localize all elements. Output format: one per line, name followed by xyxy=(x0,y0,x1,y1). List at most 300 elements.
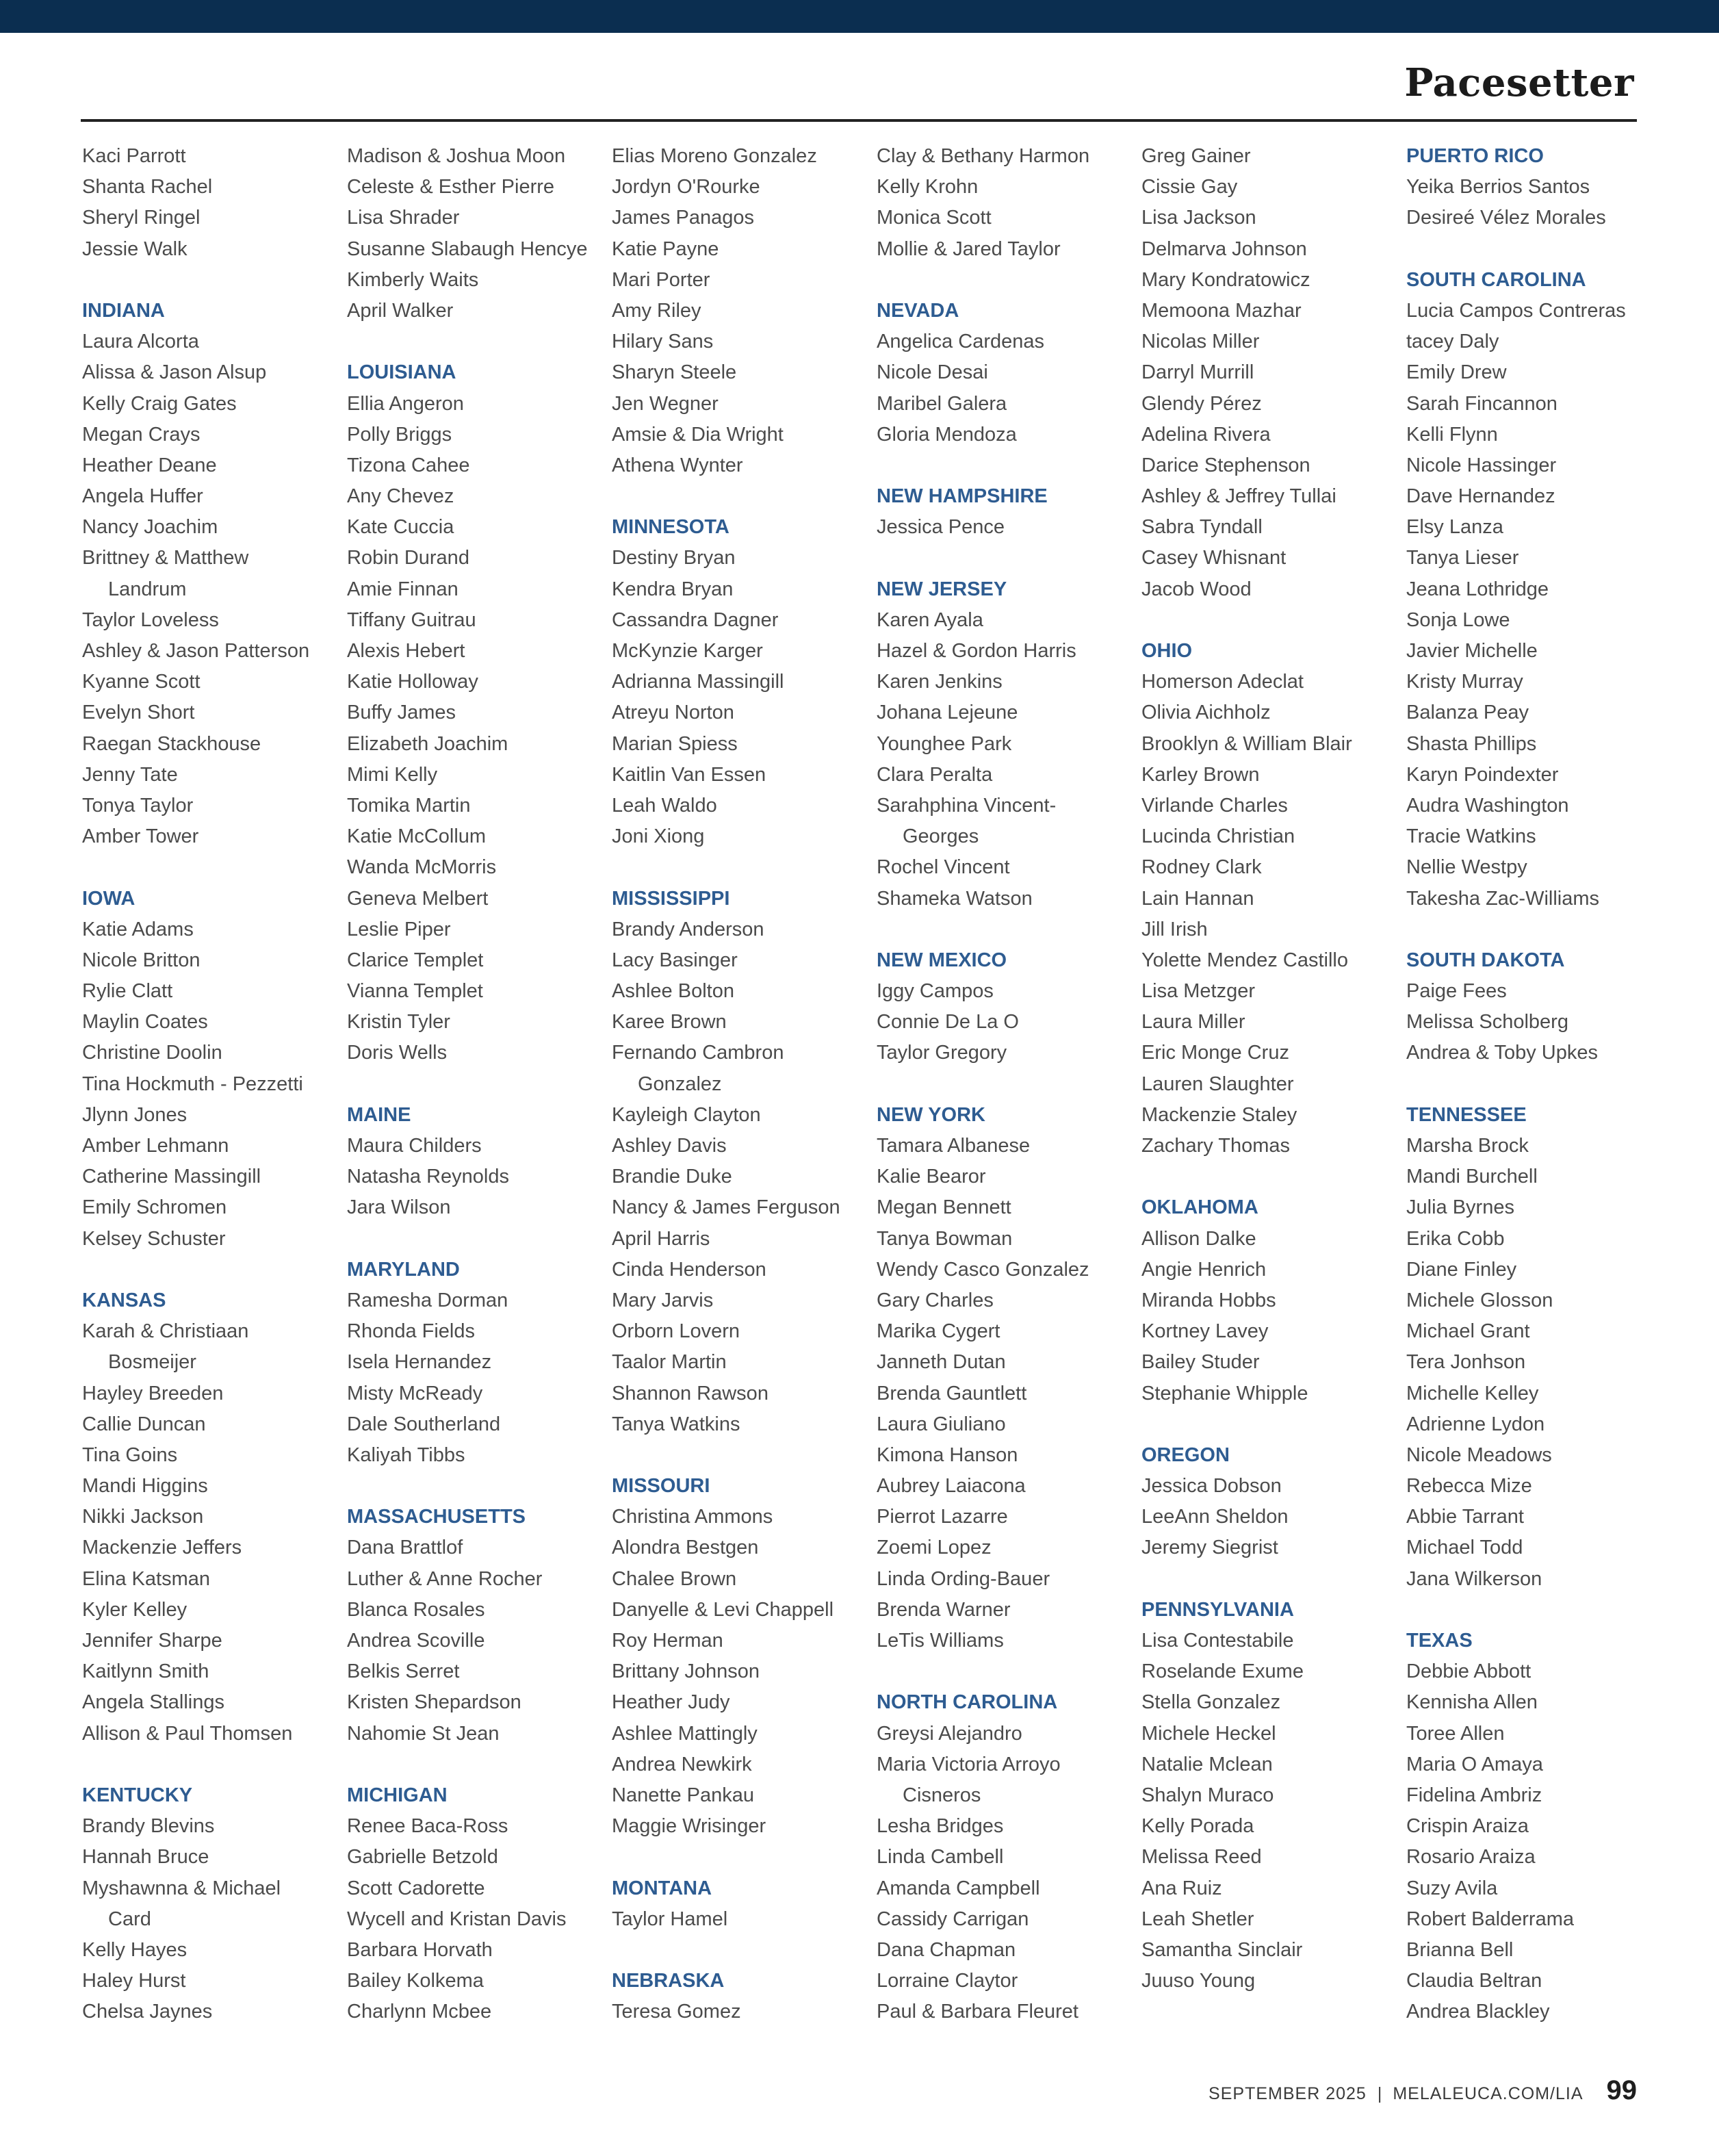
member-name: Karen Jenkins xyxy=(877,671,1003,693)
member-name: Angie Henrich xyxy=(1141,1258,1267,1281)
member-name: Jessie Walk xyxy=(82,238,188,260)
member-name: Homerson Adeclat xyxy=(1141,671,1304,693)
member-name: Karee Brown xyxy=(612,1011,727,1034)
member-name: Chelsa Jaynes xyxy=(82,2001,213,2023)
section-spacer xyxy=(82,265,342,296)
section-spacer xyxy=(612,852,872,883)
member-name: Shameka Watson xyxy=(877,887,1033,910)
member-name: Ana Ruiz xyxy=(1141,1877,1222,1899)
member-name: Jill Irish xyxy=(1141,918,1208,940)
member-name: Taylor Loveless xyxy=(82,608,219,631)
member-name: Kaci Parrott xyxy=(82,145,186,167)
member-name: Brandie Duke xyxy=(612,1166,732,1188)
member-name: Cassidy Carrigan xyxy=(877,1908,1029,1930)
state-heading: KANSAS xyxy=(82,1289,166,1311)
member-name: Darryl Murrill xyxy=(1141,361,1254,384)
state-heading: INDIANA xyxy=(82,299,165,322)
member-name: Emily Schromen xyxy=(82,1196,227,1219)
member-name: Kristin Tyler xyxy=(347,1011,450,1034)
top-color-bar xyxy=(0,0,1719,33)
member-name: Wanda McMorris xyxy=(347,856,497,879)
member-name: Shasta Phillips xyxy=(1406,732,1537,755)
page-title: Pacesetter xyxy=(1404,60,1634,105)
member-name: Kyler Kelley xyxy=(82,1598,188,1621)
member-name: Brandy Anderson xyxy=(612,918,764,940)
member-name: Megan Bennett xyxy=(877,1196,1011,1219)
column-1 xyxy=(82,141,342,2027)
member-name: Angelica Cardenas xyxy=(877,331,1045,353)
member-name: Ellia Angeron xyxy=(347,392,464,415)
member-name: Tina Goins xyxy=(82,1443,178,1466)
member-name: Heather Deane xyxy=(82,454,217,476)
member-name: Tera Jonhson xyxy=(1406,1351,1526,1374)
member-name: Cassandra Dagner xyxy=(612,608,779,631)
member-name: Tanya Watkins xyxy=(612,1413,740,1435)
member-name: Mollie & Jared Taylor xyxy=(877,238,1061,260)
member-name: Clay & Bethany Harmon xyxy=(877,145,1090,167)
column-5 xyxy=(1141,141,1401,1997)
member-name: Renee Baca-Ross xyxy=(347,1815,508,1838)
member-name: Dana Chapman xyxy=(877,1938,1016,1961)
member-name: Gary Charles xyxy=(877,1289,994,1311)
member-name: Debbie Abbott xyxy=(1406,1660,1531,1683)
member-name: Mary Kondratowicz xyxy=(1141,268,1310,291)
state-heading: NEW HAMPSHIRE xyxy=(877,485,1048,508)
member-name: Nicole Meadows xyxy=(1406,1443,1552,1466)
member-name: Nancy & James Ferguson xyxy=(612,1196,840,1219)
member-name: Elias Moreno Gonzalez xyxy=(612,145,817,167)
member-name: Delmarva Johnson xyxy=(1141,238,1307,260)
member-name: Crispin Araiza xyxy=(1406,1815,1529,1838)
member-name: Samantha Sinclair xyxy=(1141,1938,1303,1961)
column-6 xyxy=(1406,141,1666,2027)
member-name: Jana Wilkerson xyxy=(1406,1567,1542,1590)
member-name: Christina Ammons xyxy=(612,1506,773,1528)
member-name: Ashley & Jason Patterson xyxy=(82,640,310,662)
member-name: Maria O Amaya xyxy=(1406,1753,1543,1775)
member-name: Kristy Murray xyxy=(1406,671,1523,693)
section-spacer xyxy=(877,1656,1137,1687)
member-name: Sheryl Ringel xyxy=(82,207,201,229)
member-name: Brittney & Matthew xyxy=(82,547,249,569)
member-name: Sonja Lowe xyxy=(1406,608,1510,631)
member-name: Nicole Britton xyxy=(82,949,201,971)
member-name: Nicole Hassinger xyxy=(1406,454,1557,476)
member-name: Geneva Melbert xyxy=(347,887,489,910)
member-name: Lacy Basinger xyxy=(612,949,738,971)
member-name: Audra Washington xyxy=(1406,794,1569,817)
member-name: Susanne Slabaugh Hencye xyxy=(347,238,588,260)
member-name: Luther & Anne Rocher xyxy=(347,1567,543,1590)
member-name: Iggy Campos xyxy=(877,980,994,1003)
member-name: Mimi Kelly xyxy=(347,763,438,786)
member-name: Mandi Higgins xyxy=(82,1475,208,1498)
member-name: Leah Waldo xyxy=(612,794,717,817)
member-name: Michael Todd xyxy=(1406,1537,1523,1559)
member-name: Casey Whisnant xyxy=(1141,547,1287,569)
section-spacer xyxy=(612,1440,872,1471)
member-name: Lucinda Christian xyxy=(1141,825,1295,848)
member-name: Tizona Cahee xyxy=(347,454,470,476)
member-name: tacey Daly xyxy=(1406,331,1499,353)
member-name: Mandi Burchell xyxy=(1406,1166,1538,1188)
state-heading: SOUTH DAKOTA xyxy=(1406,949,1565,971)
state-heading: KENTUCKY xyxy=(82,1784,193,1806)
member-name: Eric Monge Cruz xyxy=(1141,1042,1289,1064)
member-name: Kaitlynn Smith xyxy=(82,1660,209,1683)
state-heading: IOWA xyxy=(82,887,135,910)
member-name: Sarahphina Vincent- xyxy=(877,794,1057,817)
member-name: Kristen Shepardson xyxy=(347,1691,521,1714)
member-name: Melissa Reed xyxy=(1141,1846,1262,1869)
member-name: Younghee Park xyxy=(877,732,1012,755)
section-spacer xyxy=(347,1224,607,1255)
member-name: Madison & Joshua Moon xyxy=(347,145,566,167)
member-name: Kelly Porada xyxy=(1141,1815,1254,1838)
member-name: Shannon Rawson xyxy=(612,1382,768,1404)
state-heading: MISSISSIPPI xyxy=(612,887,730,910)
member-name: Kelly Craig Gates xyxy=(82,392,237,415)
member-name: Gloria Mendoza xyxy=(877,423,1017,446)
member-name: LeTis Williams xyxy=(877,1630,1004,1652)
member-name: Hayley Breeden xyxy=(82,1382,224,1404)
column-2 xyxy=(347,141,607,2027)
member-name: Clarice Templet xyxy=(347,949,484,971)
member-name: Julia Byrnes xyxy=(1406,1196,1514,1219)
member-name: Brooklyn & William Blair xyxy=(1141,732,1352,755)
member-name: Nancy Joachim xyxy=(82,516,218,539)
member-name: Taylor Gregory xyxy=(877,1042,1007,1064)
member-name: Belkis Serret xyxy=(347,1660,460,1683)
member-name: Kimberly Waits xyxy=(347,268,479,291)
member-name: Doris Wells xyxy=(347,1042,448,1064)
member-name: Maylin Coates xyxy=(82,1011,208,1034)
member-name: Athena Wynter xyxy=(612,454,743,476)
section-spacer xyxy=(612,1842,872,1873)
member-name: Amie Finnan xyxy=(347,578,458,600)
member-name: Elina Katsman xyxy=(82,1567,210,1590)
member-name: Barbara Horvath xyxy=(347,1938,493,1961)
member-name: Kortney Lavey xyxy=(1141,1320,1269,1343)
member-name: Tiffany Guitrau xyxy=(347,608,476,631)
member-name: Erika Cobb xyxy=(1406,1227,1505,1250)
member-name: Kelli Flynn xyxy=(1406,423,1498,446)
member-name: Maria Victoria Arroyo xyxy=(877,1753,1061,1775)
footer-issue: SEPTEMBER 2025 xyxy=(1209,2084,1367,2103)
section-spacer xyxy=(347,1471,607,1502)
member-name: Nellie Westpy xyxy=(1406,856,1527,879)
member-name: Buffy James xyxy=(347,702,456,724)
member-name: Hilary Sans xyxy=(612,331,714,353)
member-name: Linda Cambell xyxy=(877,1846,1004,1869)
member-name: Chalee Brown xyxy=(612,1567,737,1590)
member-name: Lorraine Claytor xyxy=(877,1970,1018,1992)
footer-separator: | xyxy=(1377,2084,1382,2103)
member-name: Allison & Paul Thomsen xyxy=(82,1722,293,1745)
member-name: Brenda Gauntlett xyxy=(877,1382,1027,1404)
member-name: Catherine Massingill xyxy=(82,1166,261,1188)
member-name: Dale Southerland xyxy=(347,1413,501,1435)
member-name: Tanya Lieser xyxy=(1406,547,1519,569)
member-name: Atreyu Norton xyxy=(612,702,734,724)
member-name: Blanca Rosales xyxy=(347,1598,485,1621)
member-name: Robin Durand xyxy=(347,547,469,569)
state-heading: PENNSYLVANIA xyxy=(1141,1598,1294,1621)
member-name: Katie Payne xyxy=(612,238,719,260)
member-name: Sabra Tyndall xyxy=(1141,516,1263,539)
member-name: Rebecca Mize xyxy=(1406,1475,1532,1498)
member-name: Karah & Christiaan xyxy=(82,1320,249,1343)
member-name: Ashlee Mattingly xyxy=(612,1722,758,1745)
member-name: Lesha Bridges xyxy=(877,1815,1004,1838)
member-name: Desireé Vélez Morales xyxy=(1406,207,1606,229)
section-spacer xyxy=(347,1749,607,1780)
footer-website: MELALEUCA.COM/LIA xyxy=(1393,2084,1584,2103)
member-name: Hannah Bruce xyxy=(82,1846,209,1869)
member-name: Laura Giuliano xyxy=(877,1413,1006,1435)
member-name: Michael Grant xyxy=(1406,1320,1530,1343)
member-name: Shanta Rachel xyxy=(82,176,213,198)
member-name: Yeika Berrios Santos xyxy=(1406,176,1590,198)
member-name: Kate Cuccia xyxy=(347,516,454,539)
member-name: Yolette Mendez Castillo xyxy=(1141,949,1348,971)
member-name: Takesha Zac-Williams xyxy=(1406,887,1599,910)
member-name: Glendy Pérez xyxy=(1141,392,1262,415)
member-name: Teresa Gomez xyxy=(612,2001,741,2023)
member-name: Raegan Stackhouse xyxy=(82,732,261,755)
member-name: Orborn Lovern xyxy=(612,1320,740,1343)
state-heading: MASSACHUSETTS xyxy=(347,1506,526,1528)
member-name: Hazel & Gordon Harris xyxy=(877,640,1076,662)
member-name: Amanda Campbell xyxy=(877,1877,1040,1899)
member-name: Rhonda Fields xyxy=(347,1320,475,1343)
member-name: Kalie Bearor xyxy=(877,1166,986,1188)
section-spacer xyxy=(1141,605,1401,636)
member-name: Brianna Bell xyxy=(1406,1938,1514,1961)
member-name: Lauren Slaughter xyxy=(1141,1073,1294,1095)
member-name: Karyn Poindexter xyxy=(1406,763,1559,786)
member-name: Jen Wegner xyxy=(612,392,719,415)
member-name: Tonya Taylor xyxy=(82,794,194,817)
member-name: Polly Briggs xyxy=(347,423,452,446)
member-name: Rochel Vincent xyxy=(877,856,1010,879)
member-name: Any Chevez xyxy=(347,485,454,508)
member-name: Tina Hockmuth - Pezzetti xyxy=(82,1073,303,1095)
section-spacer xyxy=(82,1255,342,1285)
member-name: Gabrielle Betzold xyxy=(347,1846,498,1869)
name-continuation: Bosmeijer xyxy=(108,1351,196,1374)
state-heading: SOUTH CAROLINA xyxy=(1406,268,1586,291)
member-name: Greysi Alejandro xyxy=(877,1722,1022,1745)
state-heading: MARYLAND xyxy=(347,1258,460,1281)
member-name: Megan Crays xyxy=(82,423,201,446)
section-spacer xyxy=(1141,1162,1401,1192)
member-name: Heather Judy xyxy=(612,1691,730,1714)
member-name: Haley Hurst xyxy=(82,1970,186,1992)
member-name: Kayleigh Clayton xyxy=(612,1103,761,1126)
section-spacer xyxy=(82,1749,342,1780)
member-name: Michele Glosson xyxy=(1406,1289,1553,1311)
state-heading: NEW YORK xyxy=(877,1103,985,1126)
page-number: 99 xyxy=(1606,2075,1637,2105)
member-name: Bailey Kolkema xyxy=(347,1970,484,1992)
member-name: Natalie Mclean xyxy=(1141,1753,1273,1775)
section-spacer xyxy=(1406,1595,1666,1626)
member-name: Cissie Gay xyxy=(1141,176,1238,198)
member-name: Nikki Jackson xyxy=(82,1506,204,1528)
member-name: Kelly Hayes xyxy=(82,1938,188,1961)
member-name: Rylie Clatt xyxy=(82,980,173,1003)
member-name: Melissa Scholberg xyxy=(1406,1011,1568,1034)
state-heading: OKLAHOMA xyxy=(1141,1196,1258,1219)
state-heading: TEXAS xyxy=(1406,1630,1473,1652)
member-name: Miranda Hobbs xyxy=(1141,1289,1276,1311)
member-name: Kelly Krohn xyxy=(877,176,979,198)
section-spacer xyxy=(1406,234,1666,265)
member-name: Tomika Martin xyxy=(347,794,471,817)
member-name: Taylor Hamel xyxy=(612,1908,728,1930)
member-name: Jessica Dobson xyxy=(1141,1475,1282,1498)
name-continuation: Card xyxy=(108,1908,151,1930)
section-spacer xyxy=(877,543,1137,574)
section-spacer xyxy=(347,326,607,357)
member-name: Dave Hernandez xyxy=(1406,485,1555,508)
column-4 xyxy=(877,141,1137,2027)
member-name: Kyanne Scott xyxy=(82,671,201,693)
member-name: Scott Cadorette xyxy=(347,1877,485,1899)
member-name: Leah Shetler xyxy=(1141,1908,1254,1930)
member-name: Jordyn O'Rourke xyxy=(612,176,760,198)
section-spacer xyxy=(877,1069,1137,1100)
state-heading: NEBRASKA xyxy=(612,1970,725,1992)
name-continuation: Gonzalez xyxy=(638,1073,722,1095)
member-name: Allison Dalke xyxy=(1141,1227,1256,1250)
member-name: Connie De La O xyxy=(877,1011,1019,1034)
state-heading: OREGON xyxy=(1141,1443,1230,1466)
section-spacer xyxy=(612,481,872,512)
member-name: Ashley & Jeffrey Tullai xyxy=(1141,485,1336,508)
member-name: Claudia Beltran xyxy=(1406,1970,1542,1992)
member-name: Adrianna Massingill xyxy=(612,671,784,693)
member-name: James Panagos xyxy=(612,207,754,229)
state-heading: PUERTO RICO xyxy=(1406,145,1544,167)
member-name: Marika Cygert xyxy=(877,1320,1000,1343)
member-name: Kennisha Allen xyxy=(1406,1691,1538,1714)
member-name: Juuso Young xyxy=(1141,1970,1256,1992)
state-heading: MISSOURI xyxy=(612,1475,710,1498)
member-name: Nanette Pankau xyxy=(612,1784,754,1806)
member-name: Ashley Davis xyxy=(612,1135,727,1157)
section-spacer xyxy=(82,852,342,883)
member-name: Nicolas Miller xyxy=(1141,331,1260,353)
member-name: Alexis Hebert xyxy=(347,640,465,662)
member-name: Stella Gonzalez xyxy=(1141,1691,1281,1714)
honoree-columns xyxy=(82,141,1656,2057)
member-name: Rosario Araiza xyxy=(1406,1846,1536,1869)
member-name: Wendy Casco Gonzalez xyxy=(877,1258,1089,1281)
member-name: Johana Lejeune xyxy=(877,702,1018,724)
member-name: Zoemi Lopez xyxy=(877,1537,992,1559)
member-name: Mari Porter xyxy=(612,268,710,291)
member-name: Jessica Pence xyxy=(877,516,1005,539)
member-name: Darice Stephenson xyxy=(1141,454,1310,476)
member-name: Mary Jarvis xyxy=(612,1289,714,1311)
member-name: April Harris xyxy=(612,1227,710,1250)
member-name: Fernando Cambron xyxy=(612,1042,784,1064)
member-name: Angela Huffer xyxy=(82,485,203,508)
member-name: April Walker xyxy=(347,299,454,322)
member-name: Evelyn Short xyxy=(82,702,195,724)
state-heading: NORTH CAROLINA xyxy=(877,1691,1058,1714)
member-name: Lucia Campos Contreras xyxy=(1406,299,1626,322)
member-name: Marsha Brock xyxy=(1406,1135,1529,1157)
member-name: Jeremy Siegrist xyxy=(1141,1537,1278,1559)
member-name: Katie Holloway xyxy=(347,671,478,693)
member-name: Suzy Avila xyxy=(1406,1877,1498,1899)
section-spacer xyxy=(877,265,1137,296)
member-name: Danyelle & Levi Chappell xyxy=(612,1598,834,1621)
member-name: Destiny Bryan xyxy=(612,547,736,569)
member-name: Myshawnna & Michael xyxy=(82,1877,281,1899)
member-name: Rodney Clark xyxy=(1141,856,1262,879)
member-name: Paige Fees xyxy=(1406,980,1507,1003)
member-name: Lisa Contestabile xyxy=(1141,1630,1294,1652)
member-name: Lisa Shrader xyxy=(347,207,460,229)
member-name: Nicole Desai xyxy=(877,361,988,384)
member-name: Isela Hernandez xyxy=(347,1351,492,1374)
member-name: Laura Alcorta xyxy=(82,331,199,353)
member-name: Angela Stallings xyxy=(82,1691,224,1714)
section-spacer xyxy=(877,450,1137,481)
state-heading: OHIO xyxy=(1141,640,1193,662)
page-footer xyxy=(1209,2075,1637,2109)
member-name: Jacob Wood xyxy=(1141,578,1252,600)
member-name: Abbie Tarrant xyxy=(1406,1506,1524,1528)
member-name: Kelsey Schuster xyxy=(82,1227,226,1250)
member-name: Clara Peralta xyxy=(877,763,993,786)
member-name: Brenda Warner xyxy=(877,1598,1011,1621)
section-spacer xyxy=(877,914,1137,945)
member-name: Virlande Charles xyxy=(1141,794,1288,817)
member-name: Pierrot Lazarre xyxy=(877,1506,1008,1528)
member-name: Michelle Kelley xyxy=(1406,1382,1539,1404)
member-name: Memoona Mazhar xyxy=(1141,299,1302,322)
member-name: Sarah Fincannon xyxy=(1406,392,1558,415)
section-spacer xyxy=(347,1069,607,1100)
member-name: Kimona Hanson xyxy=(877,1443,1018,1466)
state-heading: MONTANA xyxy=(612,1877,712,1899)
member-name: Maura Childers xyxy=(347,1135,482,1157)
member-name: Brandy Blevins xyxy=(82,1815,215,1838)
member-name: Charlynn Mcbee xyxy=(347,2001,492,2023)
state-heading: LOUISIANA xyxy=(347,361,456,384)
member-name: Jeana Lothridge xyxy=(1406,578,1549,600)
member-name: Sharyn Steele xyxy=(612,361,737,384)
member-name: Zachary Thomas xyxy=(1141,1135,1291,1157)
section-spacer xyxy=(612,1935,872,1966)
member-name: Mackenzie Jeffers xyxy=(82,1537,242,1559)
member-name: Aubrey Laiacona xyxy=(877,1475,1026,1498)
member-name: Roselande Exume xyxy=(1141,1660,1304,1683)
state-heading: MINNESOTA xyxy=(612,516,729,539)
title-divider xyxy=(81,119,1637,122)
member-name: Karley Brown xyxy=(1141,763,1260,786)
member-name: Robert Balderrama xyxy=(1406,1908,1574,1930)
member-name: Vianna Templet xyxy=(347,980,483,1003)
member-name: Katie Adams xyxy=(82,918,194,940)
member-name: Elsy Lanza xyxy=(1406,516,1503,539)
member-name: Andrea & Toby Upkes xyxy=(1406,1042,1598,1064)
